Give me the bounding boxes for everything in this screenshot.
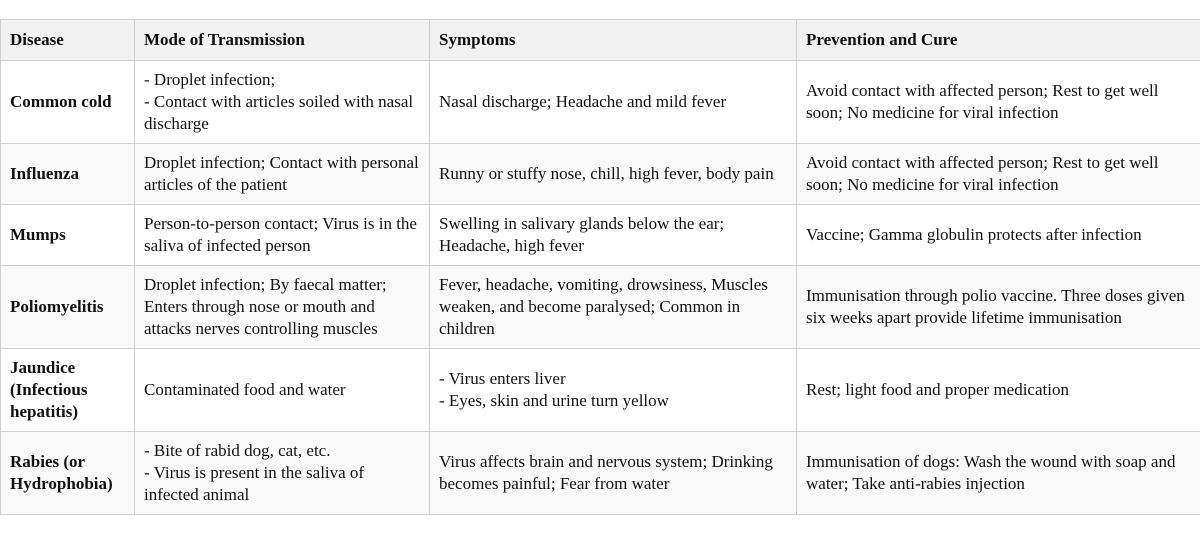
cell-line: Avoid contact with affected person; Rest to get well soon; No medicine for viral infection — [806, 81, 1159, 122]
transmission-cell — [135, 61, 430, 144]
cell-line: Avoid contact with affected person; Rest to get well soon; No medicine for viral infection — [806, 153, 1159, 194]
disease-cell: Poliomyelitis — [1, 266, 135, 349]
header-transmission: Mode of Transmission — [135, 20, 430, 61]
symptoms-cell — [430, 349, 797, 432]
cell-line: Rest; light food and proper medication — [806, 380, 1069, 399]
transmission-cell — [135, 205, 430, 266]
header-disease: Disease — [1, 20, 135, 61]
disease-cell: Rabies (or Hydrophobia) — [1, 432, 135, 515]
table-row — [1, 144, 1200, 205]
cell-line: Droplet infection; By faecal matter; Enters through nose or mouth and attacks nerves controlling muscles — [144, 275, 387, 338]
header-symptoms: Symptoms — [430, 20, 797, 61]
cell-line: Fever, headache, vomiting, drowsiness, Muscles weaken, and become paralysed; Common in children — [439, 275, 768, 338]
table-row — [1, 266, 1200, 349]
prevention-cell — [797, 266, 1200, 349]
symptoms-cell — [430, 144, 797, 205]
cell-line: - Virus enters liver — [439, 369, 566, 388]
disease-cell: Influenza — [1, 144, 135, 205]
prevention-cell — [797, 349, 1200, 432]
cell-line: Person-to-person contact; Virus is in the saliva of infected person — [144, 214, 417, 255]
cell-line: Swelling in salivary glands below the ear; Headache, high fever — [439, 214, 725, 255]
symptoms-cell — [430, 266, 797, 349]
header-row — [1, 20, 1200, 61]
cell-line: Droplet infection; Contact with personal articles of the patient — [144, 153, 419, 194]
transmission-cell — [135, 266, 430, 349]
table-row — [1, 61, 1200, 144]
cell-line: Immunisation through polio vaccine. Three doses given six weeks apart provide lifetime immunisation — [806, 286, 1185, 327]
prevention-cell — [797, 144, 1200, 205]
table-row — [1, 205, 1200, 266]
cell-line: - Eyes, skin and urine turn yellow — [439, 391, 669, 410]
table-row — [1, 349, 1200, 432]
cell-line: - Contact with articles soiled with nasal discharge — [144, 92, 414, 133]
transmission-cell — [135, 144, 430, 205]
cell-line: Vaccine; Gamma globulin protects after infection — [806, 225, 1142, 244]
prevention-cell — [797, 61, 1200, 144]
prevention-cell — [797, 205, 1200, 266]
header-prevention: Prevention and Cure — [797, 20, 1200, 61]
cell-line: Virus affects brain and nervous system; Drinking becomes painful; Fear from water — [439, 452, 773, 493]
table-row — [1, 432, 1200, 515]
disease-table-container — [0, 19, 1200, 515]
disease-cell: Mumps — [1, 205, 135, 266]
symptoms-cell — [430, 432, 797, 515]
symptoms-cell — [430, 61, 797, 144]
prevention-cell — [797, 432, 1200, 515]
cell-line: Contaminated food and water — [144, 380, 346, 399]
transmission-cell — [135, 432, 430, 515]
disease-table — [0, 19, 1200, 515]
cell-line: Nasal discharge; Headache and mild fever — [439, 92, 727, 111]
disease-cell: Jaundice (Infectious hepatitis) — [1, 349, 135, 432]
cell-line: - Bite of rabid dog, cat, etc. — [144, 441, 331, 460]
cell-line: - Droplet infection; — [144, 70, 276, 89]
symptoms-cell — [430, 205, 797, 266]
disease-cell: Common cold — [1, 61, 135, 144]
cell-line: - Virus is present in the saliva of infected animal — [144, 463, 365, 504]
cell-line: Immunisation of dogs: Wash the wound with soap and water; Take anti-rabies injection — [806, 452, 1176, 493]
cell-line: Runny or stuffy nose, chill, high fever, body pain — [439, 164, 774, 183]
transmission-cell — [135, 349, 430, 432]
